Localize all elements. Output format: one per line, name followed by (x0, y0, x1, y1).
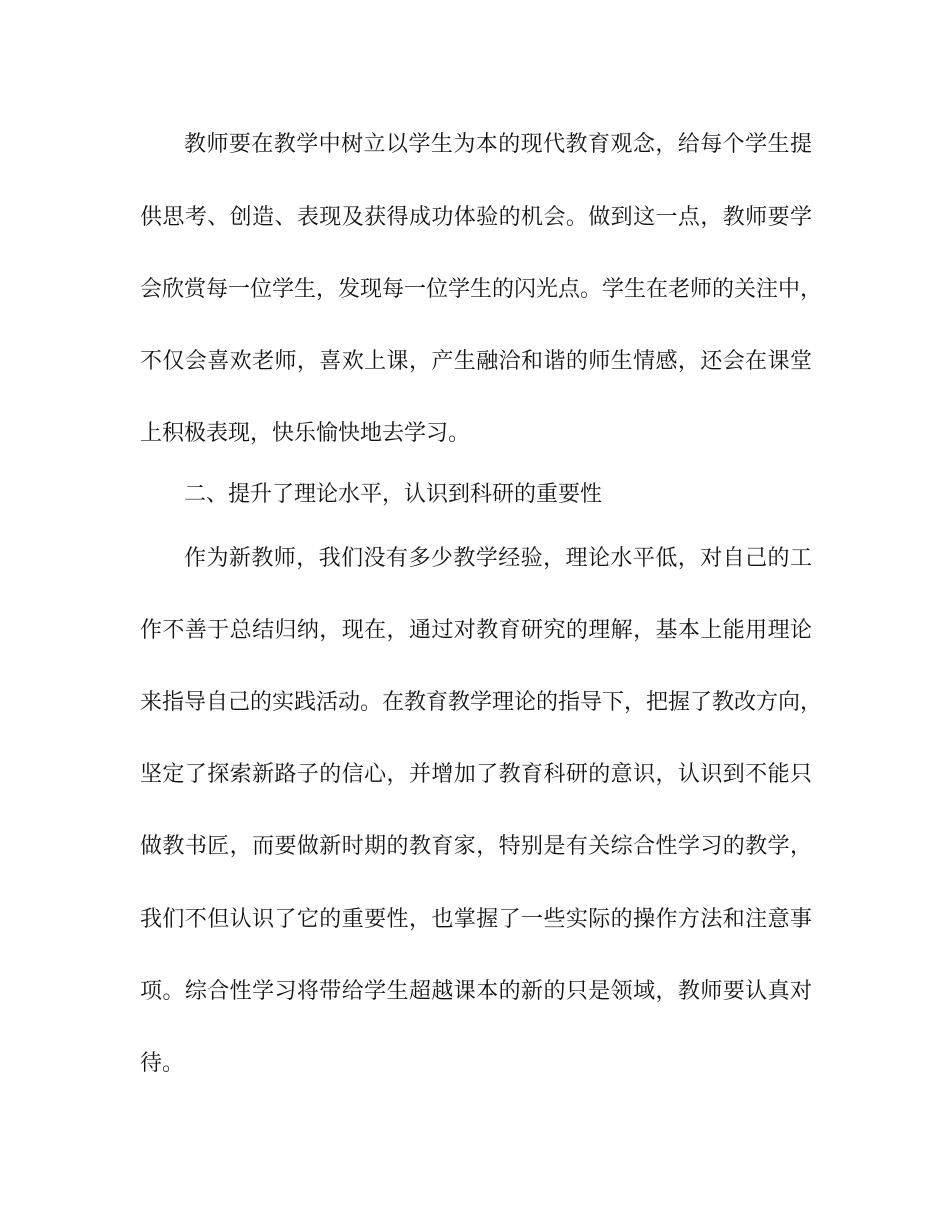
paragraph-2-line-1: 作为新教师，我们没有多少教学经验，理论水平低，对自己的工 (184, 546, 812, 571)
section-heading: 二、提升了理论水平，认识到科研的重要性 (184, 482, 603, 507)
paragraph-1-line-3: 会欣赏每一位学生，发现每一位学生的闪光点。学生在老师的关注中， (140, 277, 823, 302)
paragraph-2-line-6: 我们不但认识了它的重要性，也掌握了一些实际的操作方法和注意事 (140, 907, 812, 932)
paragraph-2-line-7: 项。综合性学习将带给学生超越课本的新的只是领域，教师要认真对 (140, 979, 812, 1004)
paragraph-2-line-2: 作不善于总结归纳，现在，通过对教育研究的理解，基本上能用理论 (140, 618, 812, 643)
paragraph-1-line-5: 上积极表现，快乐愉快地去学习。 (140, 421, 471, 446)
paragraph-1-line-4: 不仅会喜欢老师，喜欢上课，产生融洽和谐的师生情感，还会在课堂 (140, 349, 812, 374)
paragraph-1-line-1: 教师要在教学中树立以学生为本的现代教育观念，给每个学生提 (184, 132, 812, 157)
paragraph-2-line-4: 坚定了探索新路子的信心，并增加了教育科研的意识，认识到不能只 (140, 762, 812, 787)
paragraph-1-line-2: 供思考、创造、表现及获得成功体验的机会。做到这一点，教师要学 (140, 205, 812, 230)
paragraph-2-line-8: 待。 (140, 1051, 185, 1076)
paragraph-2-line-3: 来指导自己的实践活动。在教育教学理论的指导下，把握了教改方向， (140, 690, 823, 715)
paragraph-2-line-5: 做教书匠，而要做新时期的教育家，特别是有关综合性学习的教学， (140, 834, 812, 859)
